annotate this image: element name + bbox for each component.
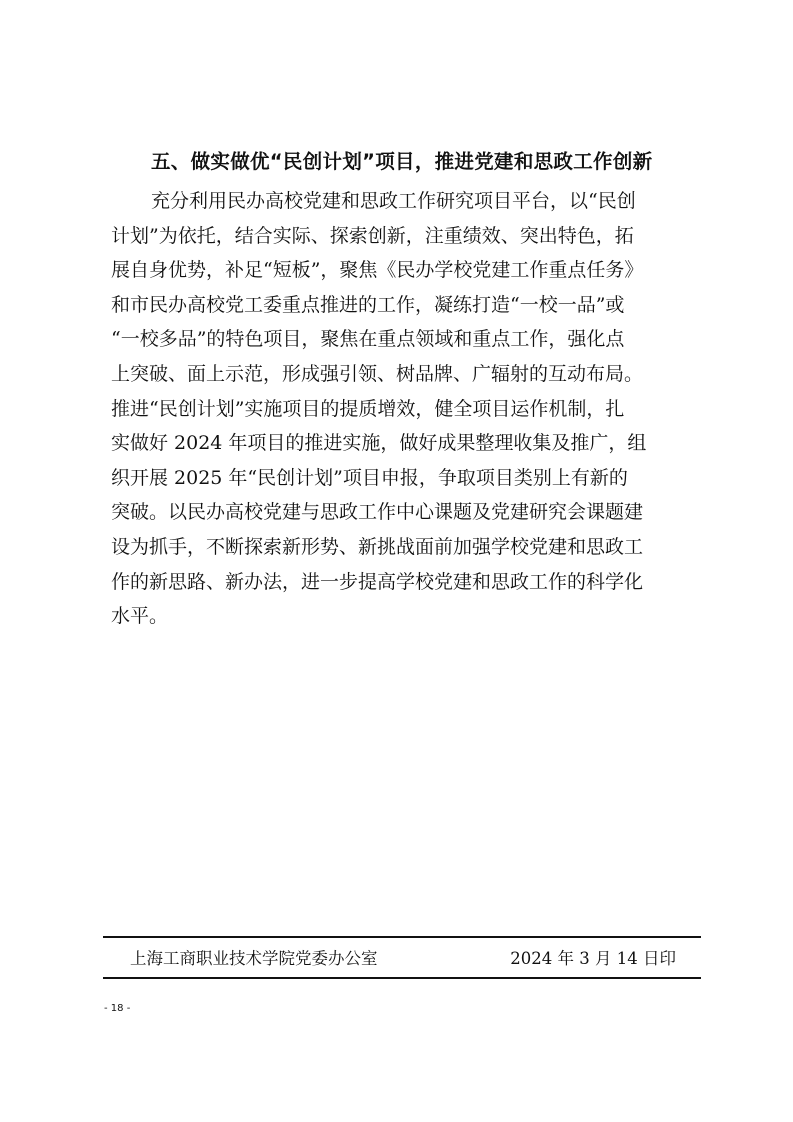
paragraph-line-1: 充分利用民办高校党建和思政工作研究项目平台，以“民创 [151, 190, 636, 212]
paragraph-line-4: 和市民办高校党工委重点推进的工作，凝练打造“一校一品”或 [111, 293, 625, 316]
footer-bottom-rule [103, 977, 701, 979]
paragraph-line-5: “一校多品”的特色项目，聚焦在重点领域和重点工作，强化点 [111, 328, 625, 351]
paragraph-line-7: 推进“民创计划”实施项目的提质增效，健全项目运作机制，扎 [111, 397, 625, 420]
paragraph-line-8: 实做好 2024 年项目的推进实施，做好成果整理收集及推广，组 [111, 432, 647, 455]
section-heading: 五、做实做优“民创计划”项目，推进党建和思政工作创新 [151, 150, 653, 173]
page-number: - 18 - [104, 1003, 131, 1014]
paragraph-line-9: 织开展 2025 年“民创计划”项目申报，争取项目类别上有新的 [111, 466, 628, 489]
paragraph-line-6: 上突破、面上示范，形成强引领、树品牌、广辐射的互动布局。 [111, 362, 644, 385]
paragraph-line-12: 作的新思路、新办法，进一步提高学校党建和思政工作的科学化 [111, 570, 644, 593]
paragraph-line-10: 突破。以民办高校党建与思政工作中心课题及党建研究会课题建 [111, 501, 644, 524]
paragraph-line-2: 计划”为依托，结合实际、探索创新，注重绩效、突出特色，拓 [111, 224, 634, 247]
paragraph-line-3: 展自身优势，补足“短板”，聚焦《民办学校党建工作重点任务》 [111, 259, 644, 282]
section-paragraph [111, 184, 697, 634]
footer-print-date: 2024 年 3 月 14 日印 [510, 949, 676, 968]
footer-top-rule [103, 936, 701, 938]
paragraph-line-11: 设为抓手，不断探索新形势、新挑战面前加强学校党建和思政工 [111, 535, 644, 558]
paragraph-line-13: 水平。 [111, 605, 169, 628]
footer-issuer: 上海工商职业技术学院党委办公室 [130, 949, 378, 968]
